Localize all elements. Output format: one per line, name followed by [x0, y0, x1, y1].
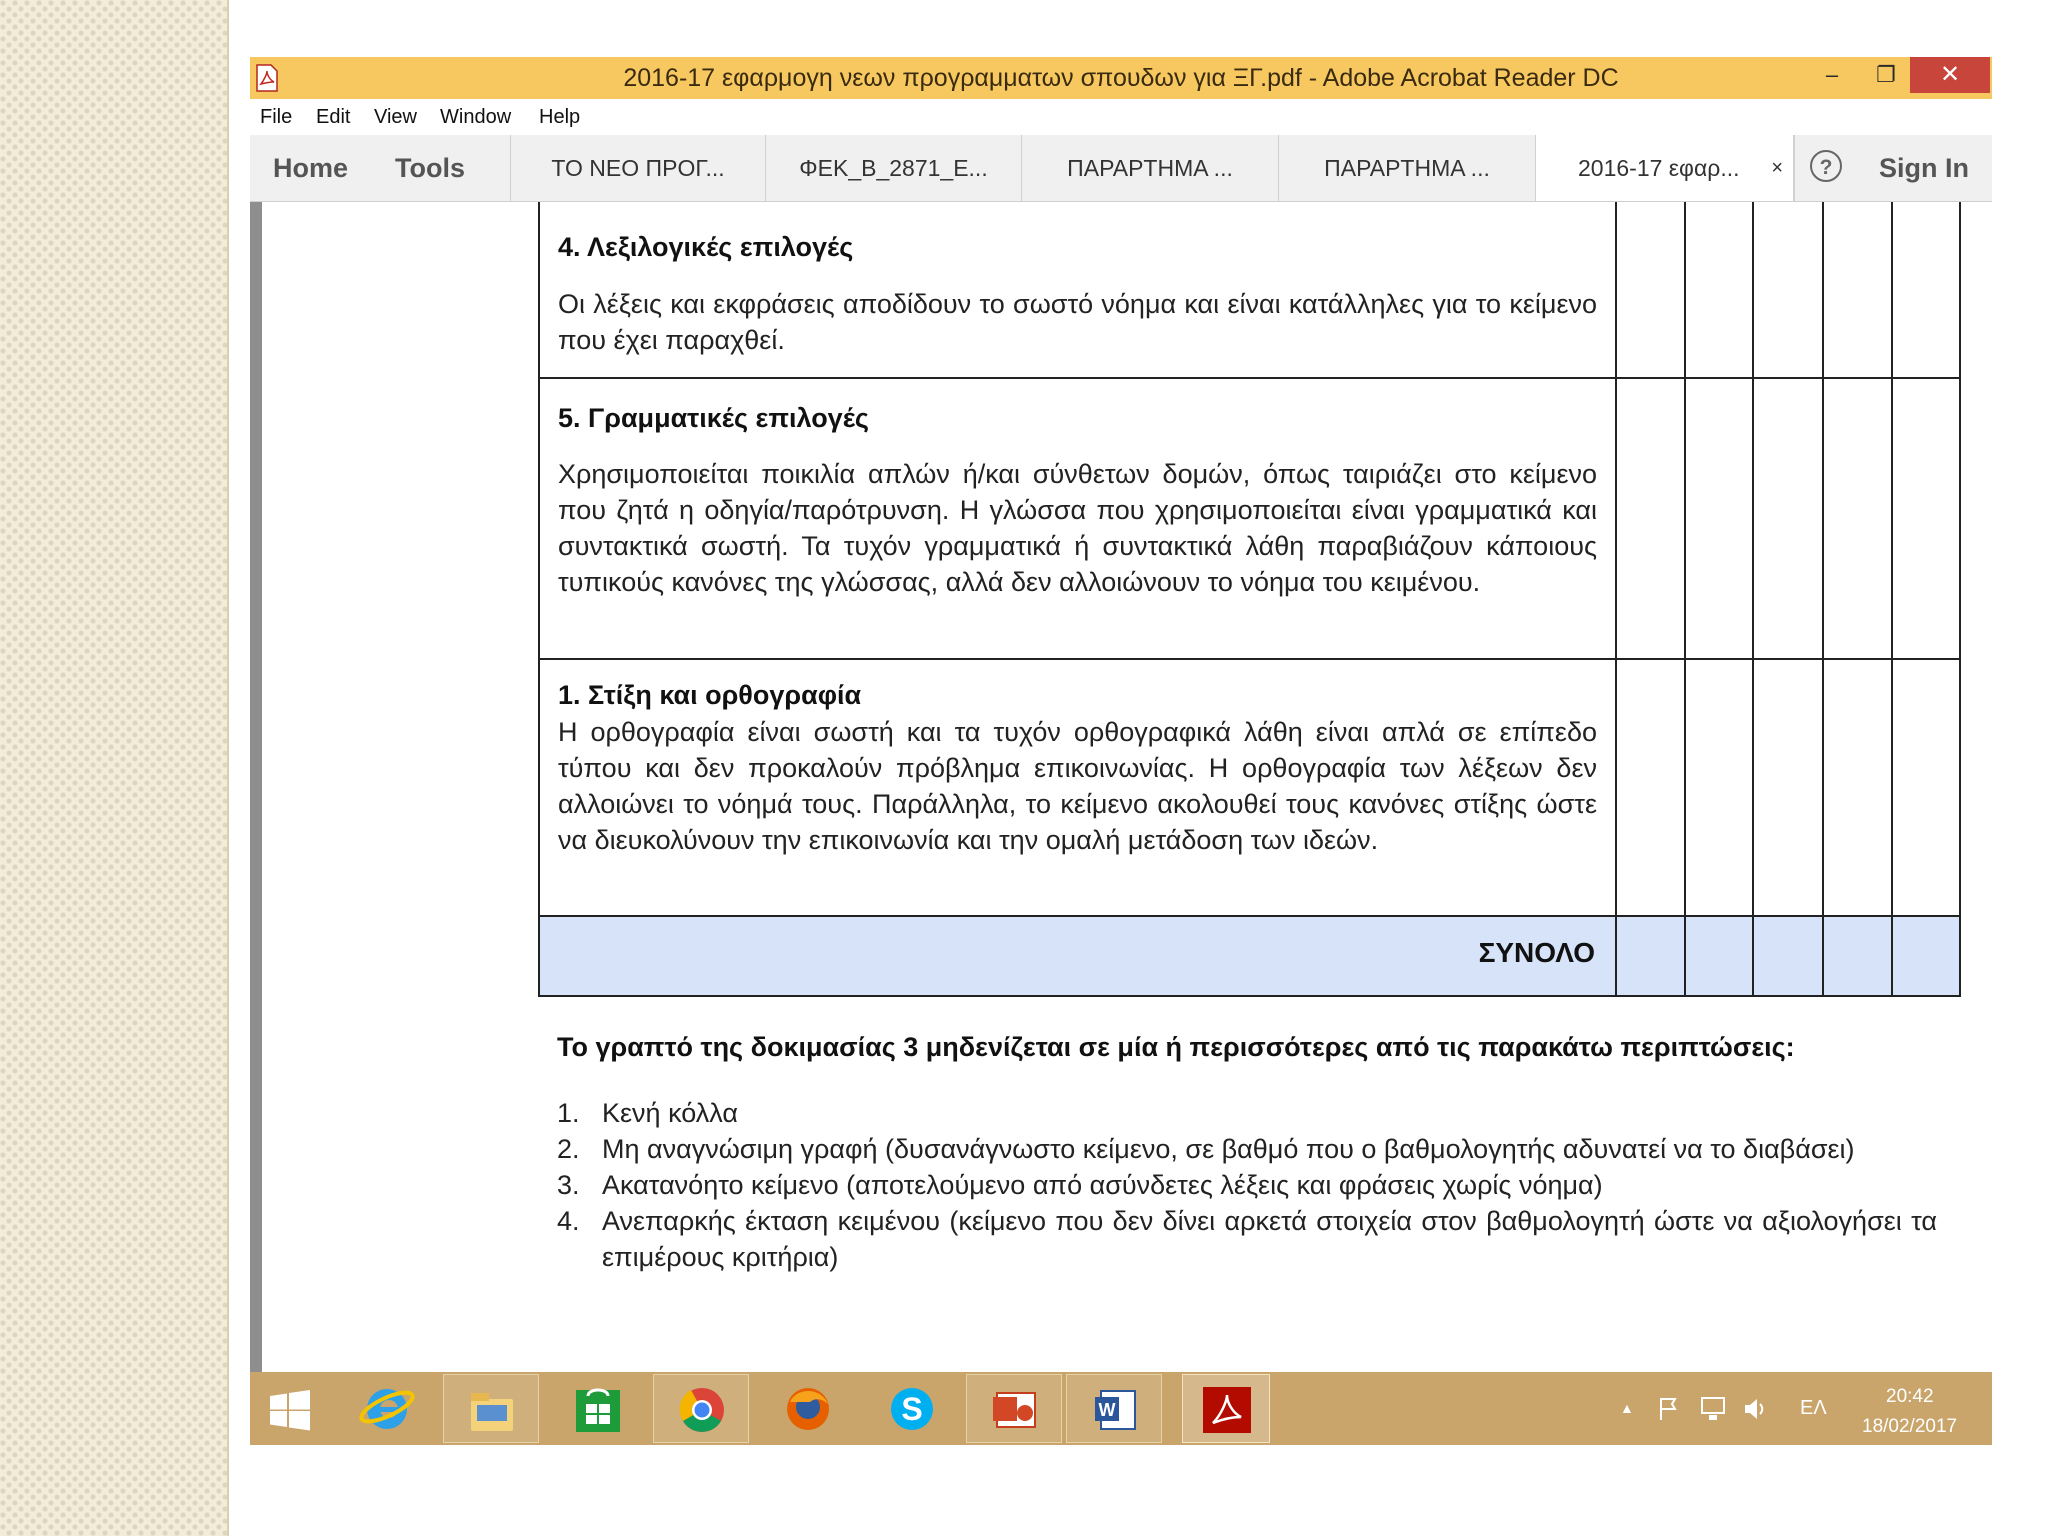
- skype-logo-icon: [864, 1374, 960, 1443]
- doc-tab-2[interactable]: ΦΕΚ_Β_2871_Ε...: [765, 135, 1021, 201]
- powerpoint-icon[interactable]: [966, 1374, 1062, 1443]
- list-number: 1.: [557, 1098, 580, 1128]
- firefox-icon[interactable]: [760, 1374, 856, 1443]
- section-heading: Το γραπτό της δοκιμασίας 3 μηδενίζεται σε μία ή περισσότερες από τις παρακάτω περιπτώσεις:: [557, 1032, 1795, 1062]
- acrobat-logo-icon: [1183, 1375, 1271, 1444]
- ie-logo-icon: [345, 1374, 430, 1443]
- tray-chevron-icon[interactable]: ▲: [1620, 1400, 1634, 1416]
- list-item: [557, 1095, 1937, 1131]
- windows-store-icon[interactable]: [550, 1374, 646, 1443]
- list-number: 2.: [557, 1134, 580, 1164]
- row-text: Η ορθογραφία είναι σωστή και τα τυχόν ορθογραφικά λάθη είναι απλά σε επίπεδο τύπου και δεν προκαλούν πρόβλημα επικοινωνίας. Η ορθογραφία των λέξεων δεν αλλοιώνει το νόημά τους. Παράλληλα, το κείμενο ακολουθεί τους κανόνες στίξης ώστε να διευκολύνουν την επικοινωνία και την ομαλή μετάδοση των ιδεών.: [558, 717, 1597, 855]
- file-explorer-icon[interactable]: [443, 1374, 539, 1443]
- total-label: ΣΥΝΟΛΟ: [1478, 937, 1595, 968]
- title-bar: [250, 57, 1992, 99]
- score-column-line: [1615, 202, 1617, 997]
- firefox-logo-icon: [760, 1374, 856, 1443]
- menu-window[interactable]: Window: [440, 106, 512, 128]
- tab-divider: [1794, 135, 1795, 201]
- list-item: [557, 1131, 1937, 1167]
- internet-explorer-icon[interactable]: [345, 1374, 430, 1443]
- score-column-line: [1752, 202, 1754, 997]
- doc-tab-active-label: 2016-17 εφαρ...: [1578, 155, 1740, 181]
- score-column-line: [1822, 202, 1824, 997]
- word-logo-icon: [1067, 1375, 1163, 1444]
- skype-icon[interactable]: [864, 1374, 960, 1443]
- row-heading: 4. Λεξιλογικές επιλογές: [558, 232, 854, 262]
- left-panel-edge: [250, 202, 262, 1372]
- doc-tab-active[interactable]: [1535, 135, 1794, 201]
- maximize-button[interactable]: ❐: [1876, 62, 1896, 87]
- score-row-line: [1615, 915, 1961, 917]
- slide-side-strip: [0, 0, 229, 1536]
- score-column-line: [1959, 202, 1961, 997]
- row-heading: 1. Στίξη και ορθογραφία: [558, 680, 862, 710]
- minimize-button[interactable]: –: [1825, 62, 1839, 87]
- windows-logo-icon: [250, 1374, 330, 1443]
- chrome-icon[interactable]: [653, 1374, 749, 1443]
- taskbar: [250, 1372, 1992, 1445]
- input-language-indicator[interactable]: ΕΛ: [1800, 1397, 1827, 1419]
- row-heading: 5. Γραμματικές επιλογές: [558, 403, 869, 433]
- score-row-line: [1615, 658, 1961, 660]
- sign-in-button[interactable]: Sign In: [1879, 153, 1969, 183]
- menu-edit[interactable]: Edit: [316, 106, 351, 128]
- menu-view[interactable]: View: [374, 106, 417, 128]
- list-number: 4.: [557, 1206, 580, 1236]
- list-text: Ανεπαρκής έκταση κειμένου (κείμενο που δεν δίνει αρκετά στοιχεία στον βαθμολογητή ώστε να αξιολογήσει τα επιμέρους κριτήρια): [602, 1206, 1937, 1272]
- window-title: 2016-17 εφαρμογη νεων προγραμματων σπουδων για ΞΓ.pdf - Adobe Acrobat Reader DC: [623, 64, 1619, 92]
- list-text: Κενή κόλλα: [602, 1098, 738, 1128]
- tab-bar: [250, 135, 1992, 202]
- folder-icon: [444, 1375, 540, 1444]
- table-row: [538, 379, 1615, 660]
- svg-text:S: S: [901, 1391, 923, 1427]
- word-icon[interactable]: [1066, 1374, 1162, 1443]
- rubric-table: [538, 202, 1961, 992]
- clock-time[interactable]: 20:42: [1886, 1386, 1934, 1407]
- menu-file[interactable]: File: [260, 106, 293, 128]
- document-view: [250, 202, 1992, 1372]
- list-number: 3.: [557, 1170, 580, 1200]
- clock-date[interactable]: 18/02/2017: [1862, 1416, 1958, 1437]
- tools-link[interactable]: Tools: [395, 153, 465, 183]
- svg-text:W: W: [1098, 1400, 1116, 1420]
- score-column-line: [1891, 202, 1893, 997]
- score-column-line: [1684, 202, 1686, 997]
- acrobat-taskbar-icon[interactable]: [1182, 1374, 1270, 1443]
- list-item: [557, 1167, 1937, 1203]
- action-center-flag-icon[interactable]: [1657, 1396, 1681, 1422]
- row-text: Οι λέξεις και εκφράσεις αποδίδουν το σωστό νόημα και είναι κατάλληλες για το κείμενο που έχει παραχθεί.: [558, 289, 1597, 355]
- network-icon[interactable]: [1700, 1396, 1728, 1422]
- acrobat-window: [250, 57, 1992, 1445]
- row-text: Χρησιμοποιείται ποικιλία απλών ή/και σύνθετων δομών, όπως ταιριάζει στο κείμενο που ζητά η οδηγία/παρότρυνση. Η γλώσσα που χρησιμοποιείται είναι γραμματικά και συντακτικά σωστή. Τα τυχόν γραμματικά ή συντακτικά λάθη παραβιάζουν κάποιους τυπικούς κανόνες της γλώσσας, αλλά δεν αλλοιώνουν το νόημα του κειμένου.: [558, 459, 1597, 597]
- store-bag-icon: [550, 1374, 646, 1443]
- close-button[interactable]: ✕: [1910, 57, 1990, 93]
- doc-tab-1[interactable]: ΤΟ ΝΕΟ ΠΡΟΓ...: [510, 135, 765, 201]
- table-row: [538, 660, 1615, 917]
- volume-icon[interactable]: [1742, 1396, 1766, 1422]
- help-icon[interactable]: ?: [1810, 150, 1842, 182]
- doc-tab-4[interactable]: ΠΑΡΑΡΤΗΜΑ ...: [1278, 135, 1535, 201]
- disqualification-list: [557, 1095, 1937, 1275]
- table-row: [538, 202, 1615, 379]
- doc-tab-3[interactable]: ΠΑΡΑΡΤΗΜΑ ...: [1021, 135, 1278, 201]
- chrome-logo-icon: [654, 1375, 750, 1444]
- powerpoint-logo-icon: [967, 1375, 1063, 1444]
- menu-bar: [250, 99, 1992, 135]
- tab-close-icon[interactable]: ×: [1771, 157, 1783, 179]
- total-row: [538, 917, 1961, 997]
- start-button[interactable]: [250, 1374, 330, 1443]
- home-link[interactable]: Home: [273, 153, 349, 183]
- list-text: Ακατανόητο κείμενο (αποτελούμενο από ασύνδετες λέξεις και φράσεις χωρίς νόημα): [602, 1170, 1603, 1200]
- menu-help[interactable]: Help: [539, 106, 581, 128]
- list-text: Μη αναγνώσιμη γραφή (δυσανάγνωστο κείμενο, σε βαθμό που ο βαθμολογητής αδυνατεί να το διαβάσει): [602, 1134, 1855, 1164]
- score-row-line: [1615, 377, 1961, 379]
- list-item: [557, 1203, 1937, 1275]
